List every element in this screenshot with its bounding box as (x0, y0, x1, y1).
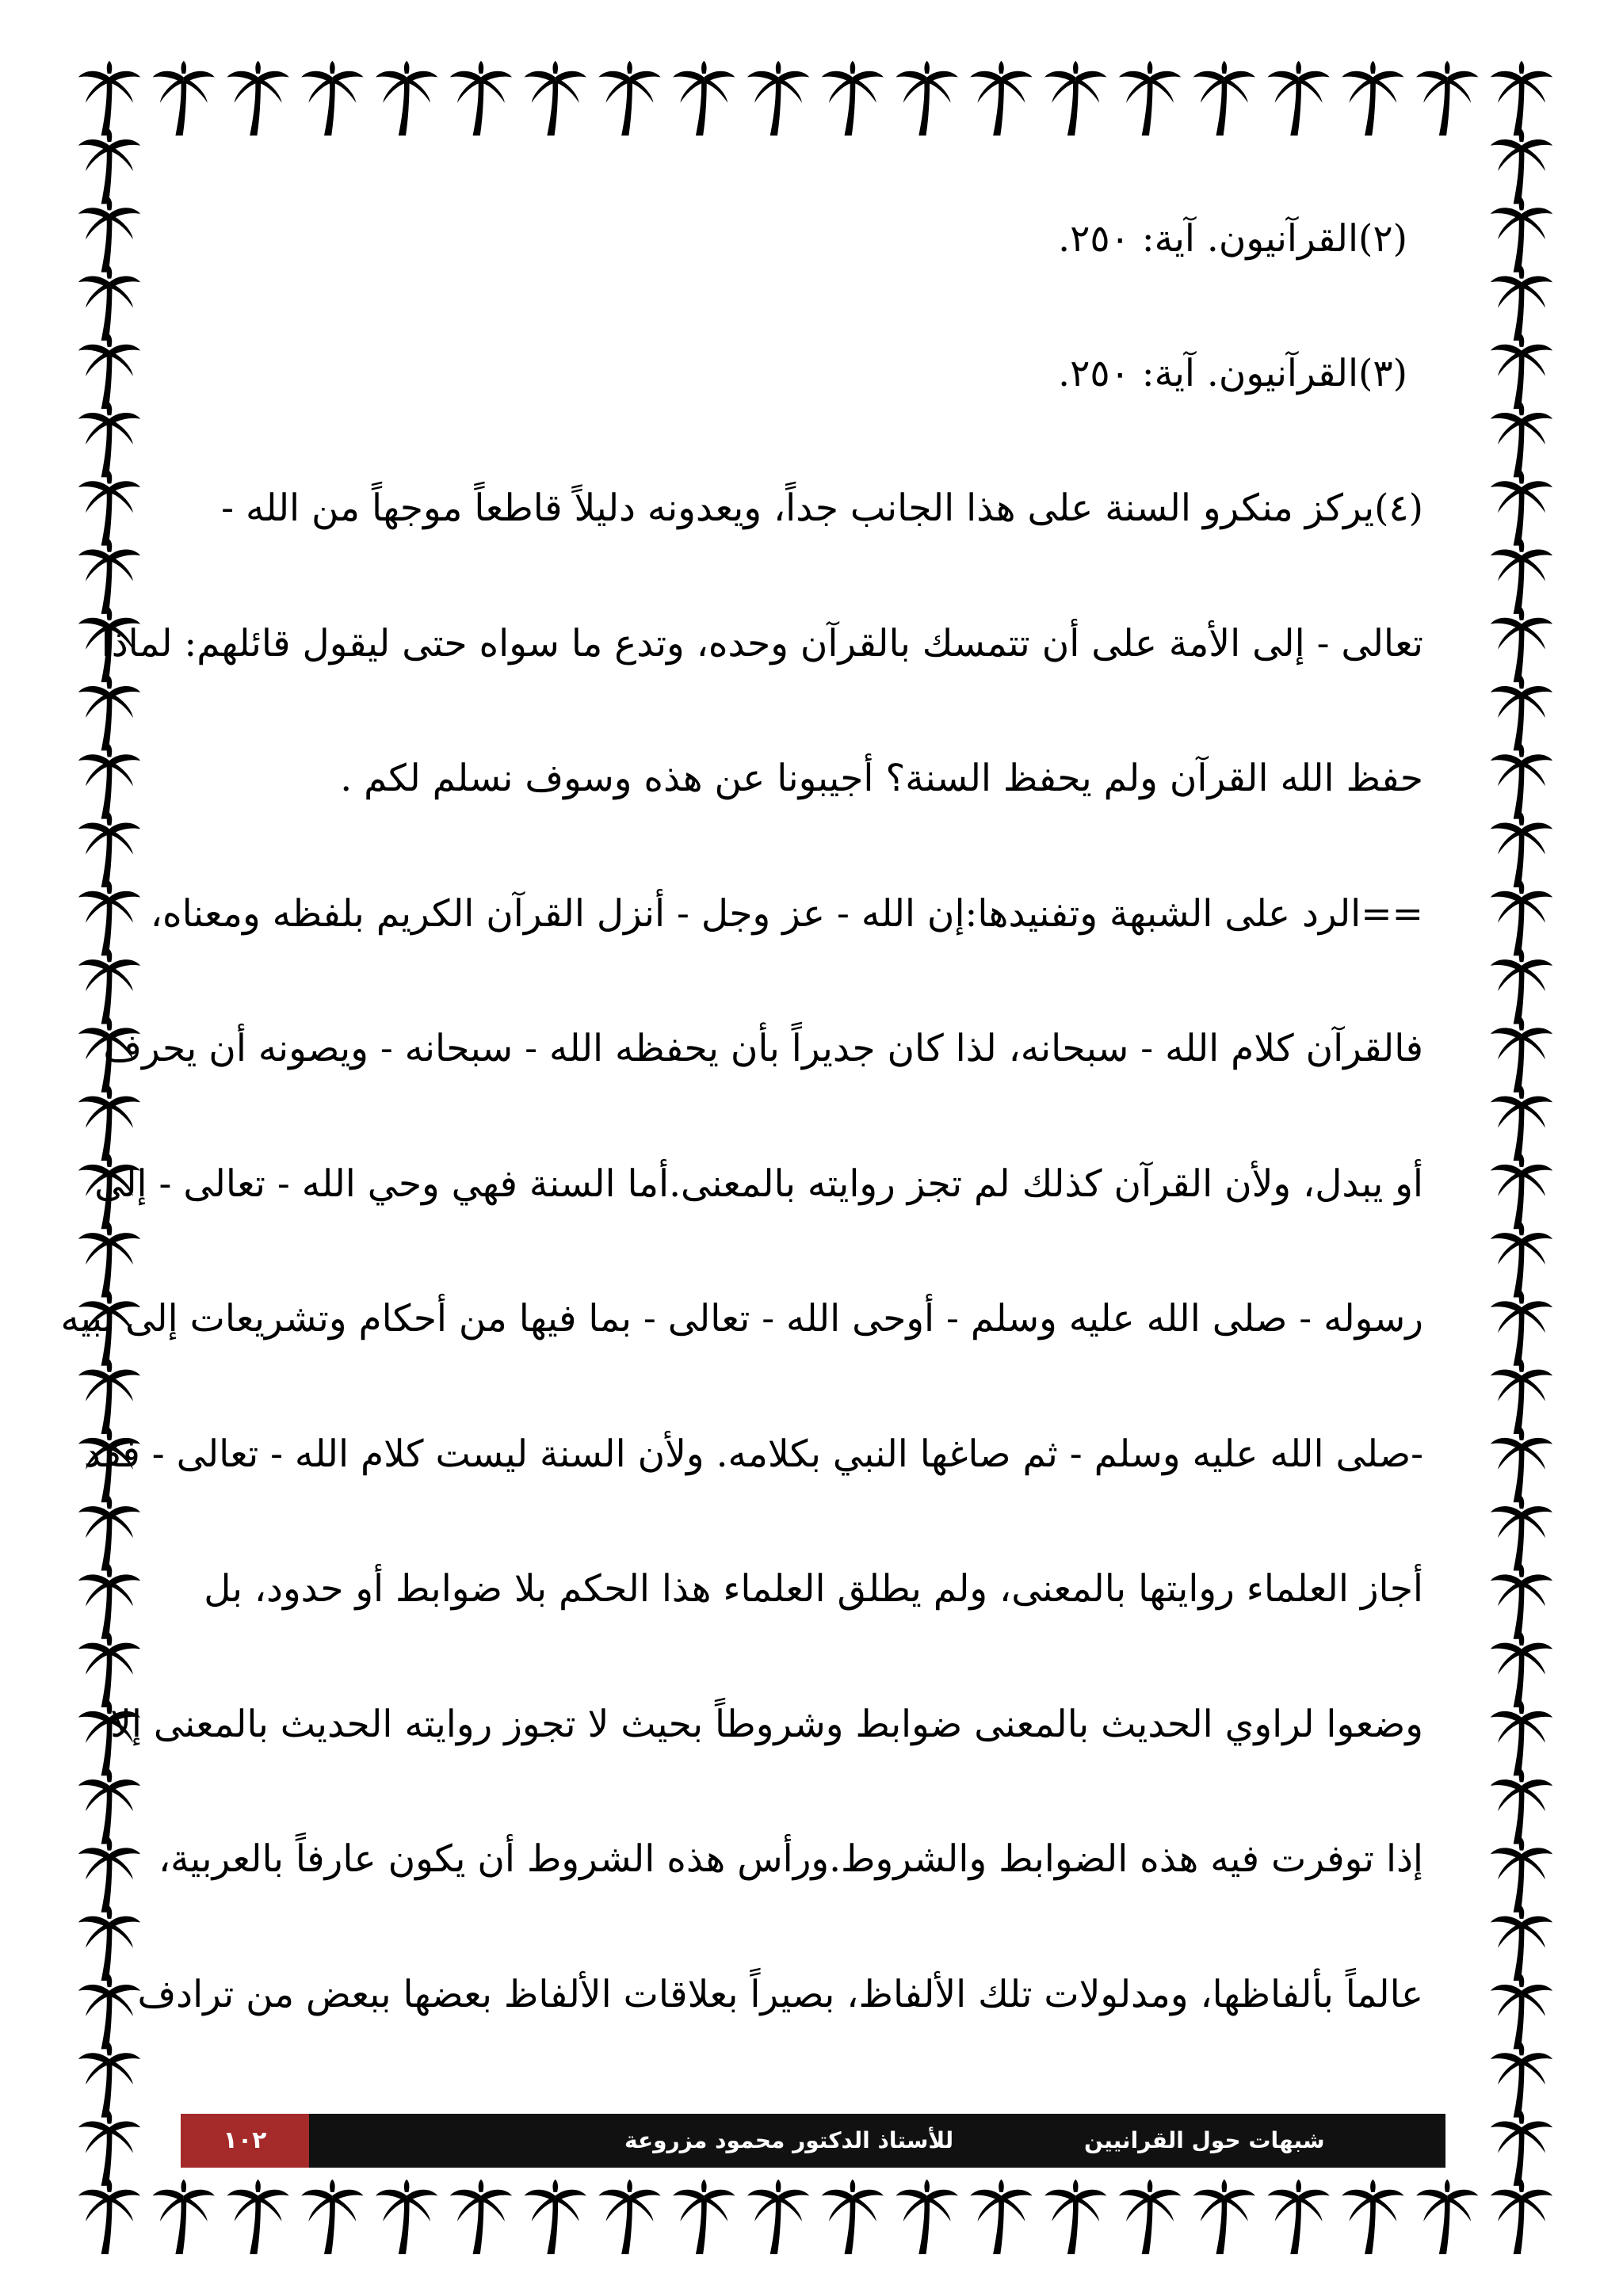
paragraph-line: (٤)يركز منكرو السنة على هذا الجانب جداً، ويعدونه دليلاً قاطعاً موجهاً من الله - (221, 486, 1423, 530)
palm-tree-icon (1491, 744, 1552, 818)
paragraph-line: فالقرآن كلام الله - سبحانه، لذا كان جديراً بأن يحفظه الله - سبحانه - ويصونه أن يحرف (103, 1027, 1423, 1070)
palm-tree-icon (896, 61, 958, 135)
palm-tree-icon (78, 813, 140, 887)
palm-tree-icon (1491, 1974, 1552, 2049)
palm-tree-icon (970, 2180, 1032, 2254)
palm-tree-icon (78, 61, 140, 135)
palm-tree-icon (450, 61, 512, 135)
palm-tree-icon (78, 402, 140, 477)
palm-tree-icon (1193, 2180, 1255, 2254)
palm-tree-icon (78, 1564, 140, 1638)
palm-tree-icon (525, 2180, 586, 2254)
palm-tree-icon (78, 1222, 140, 1297)
palm-tree-icon (153, 2180, 215, 2254)
palm-tree-icon (301, 61, 363, 135)
palm-tree-icon (227, 2180, 288, 2254)
palm-tree-icon (1119, 61, 1181, 135)
palm-tree-icon (1491, 1496, 1552, 1570)
palm-tree-icon (822, 2180, 884, 2254)
footer-book-title: شبهات حول القرانيين (1084, 2127, 1325, 2153)
palm-tree-icon (747, 61, 809, 135)
palm-tree-icon (1491, 2180, 1552, 2254)
palm-tree-icon (1491, 1360, 1552, 1434)
footnote-line: (٣)القرآنيون. آية: ٢٥٠. (1058, 352, 1407, 395)
palm-tree-icon (1268, 2180, 1330, 2254)
palm-tree-icon (747, 2180, 809, 2254)
page-number: ١٠٢ (181, 2114, 309, 2168)
paragraph-line: عالماً بألفاظها، ومدلولات تلك الألفاظ، بصيراً بعلاقات الألفاظ بعضها ببعض من ترادف (137, 1972, 1423, 2016)
palm-tree-icon (1491, 402, 1552, 477)
palm-tree-icon (301, 2180, 363, 2254)
paragraph-line: إذا توفرت فيه هذه الضوابط والشروط.ورأس هذه الشروط أن يكون عارفاً بالعربية، (158, 1837, 1423, 1881)
footnote-line: (٢)القرآنيون. آية: ٢٥٠. (1058, 217, 1407, 261)
palm-tree-icon (78, 2180, 140, 2254)
palm-tree-icon (78, 1086, 140, 1161)
palm-tree-icon (78, 676, 140, 750)
paragraph-line: أجاز العلماء روايتها بالمعنى، ولم يطلق العلماء هذا الحكم بلا ضوابط أو حدود، بل (204, 1567, 1423, 1611)
palm-tree-icon (1491, 2111, 1552, 2186)
palm-tree-icon (227, 61, 288, 135)
palm-tree-icon (525, 61, 586, 135)
palm-tree-icon (1491, 61, 1552, 135)
palm-tree-icon (78, 2111, 140, 2186)
palm-tree-icon (1491, 1017, 1552, 1092)
palm-tree-icon (1268, 61, 1330, 135)
palm-tree-icon (1491, 1428, 1552, 1502)
palm-tree-icon (376, 61, 437, 135)
palm-tree-icon (1491, 1906, 1552, 1981)
footer-bar (181, 2114, 1445, 2168)
palm-tree-icon (1491, 1564, 1552, 1638)
palm-tree-icon (1342, 2180, 1403, 2254)
palm-tree-icon (78, 1769, 140, 1844)
paragraph-line: وضعوا لراوي الحديث بالمعنى ضوابط وشروطاً بحيث لا تجوز روايته الحديث بالمعنى إلا (110, 1702, 1423, 1746)
palm-tree-icon (78, 266, 140, 341)
palm-tree-icon (1491, 471, 1552, 545)
border-top-row (78, 61, 1552, 135)
paragraph-line: ==الرد على الشبهة وتفنيدها:إن الله - عز وجل - أنزل القرآن الكريم بلفظه ومعناه، (150, 891, 1423, 936)
palm-tree-icon (1342, 61, 1403, 135)
palm-tree-icon (78, 1906, 140, 1981)
palm-tree-icon (822, 61, 884, 135)
palm-tree-icon (1044, 2180, 1106, 2254)
paragraph-line: -صلى الله عليه وسلم - ثم صاغها النبي بكلامه. ولأن السنة ليست كلام الله - تعالى - فقد (83, 1432, 1423, 1476)
palm-tree-icon (78, 744, 140, 818)
palm-tree-icon (1491, 197, 1552, 272)
palm-tree-icon (78, 129, 140, 204)
palm-tree-icon (1491, 1086, 1552, 1161)
palm-tree-icon (1491, 1701, 1552, 1775)
palm-tree-icon (78, 197, 140, 272)
border-bottom-row (78, 2180, 1552, 2254)
palm-tree-icon (1491, 1154, 1552, 1229)
palm-tree-icon (1491, 334, 1552, 409)
palm-tree-icon (598, 2180, 660, 2254)
palm-tree-icon (1491, 949, 1552, 1024)
palm-tree-icon (78, 471, 140, 545)
palm-tree-icon (153, 61, 215, 135)
palm-tree-icon (78, 1838, 140, 1913)
palm-tree-icon (673, 61, 735, 135)
palm-tree-icon (78, 334, 140, 409)
palm-tree-icon (1491, 881, 1552, 955)
palm-tree-icon (376, 2180, 437, 2254)
palm-tree-icon (1491, 1291, 1552, 1365)
palm-tree-icon (1491, 676, 1552, 750)
border-right-column (1491, 129, 1552, 2186)
palm-tree-icon (1491, 1222, 1552, 1297)
palm-tree-icon (1491, 2042, 1552, 2117)
palm-tree-icon (1491, 540, 1552, 614)
paragraph-line: حفظ الله القرآن ولم يحفظ السنة؟ أجيبونا عن هذه وسوف نسلم لكم . (340, 757, 1423, 800)
page-text (60, 208, 1423, 2098)
palm-tree-icon (78, 949, 140, 1024)
palm-tree-icon (896, 2180, 958, 2254)
palm-tree-icon (1416, 61, 1478, 135)
palm-tree-icon (1491, 608, 1552, 682)
palm-tree-icon (1119, 2180, 1181, 2254)
palm-tree-icon (78, 1974, 140, 2049)
palm-tree-icon (1044, 61, 1106, 135)
paragraph-line: أو يبدل، ولأن القرآن كذلك لم تجز روايته بالمعنى.أما السنة فهي وحي الله - تعالى - إلى (94, 1161, 1423, 1206)
palm-tree-icon (1416, 2180, 1478, 2254)
palm-tree-icon (1491, 266, 1552, 341)
palm-tree-icon (78, 1496, 140, 1570)
palm-tree-icon (1491, 129, 1552, 204)
paragraph-line: تعالى - إلى الأمة على أن تتمسك بالقرآن وحده، وتدع ما سواه حتى ليقول قائلهم: لماذا (101, 621, 1423, 666)
footer-author: للأستاذ الدكتور محمود مزروعة (624, 2127, 954, 2153)
palm-tree-icon (78, 2042, 140, 2117)
paragraph-line: رسوله - صلى الله عليه وسلم - أوحى الله - تعالى - بما فيها من أحكام وتشريعات إلى نبيه (60, 1297, 1423, 1341)
palm-tree-icon (78, 540, 140, 614)
palm-tree-icon (78, 881, 140, 955)
palm-tree-icon (1491, 813, 1552, 887)
palm-tree-icon (673, 2180, 735, 2254)
palm-tree-icon (1491, 1633, 1552, 1707)
palm-tree-icon (970, 61, 1032, 135)
palm-tree-icon (1491, 1838, 1552, 1913)
palm-tree-icon (1193, 61, 1255, 135)
palm-tree-icon (1491, 1769, 1552, 1844)
palm-tree-icon (450, 2180, 512, 2254)
palm-tree-icon (598, 61, 660, 135)
